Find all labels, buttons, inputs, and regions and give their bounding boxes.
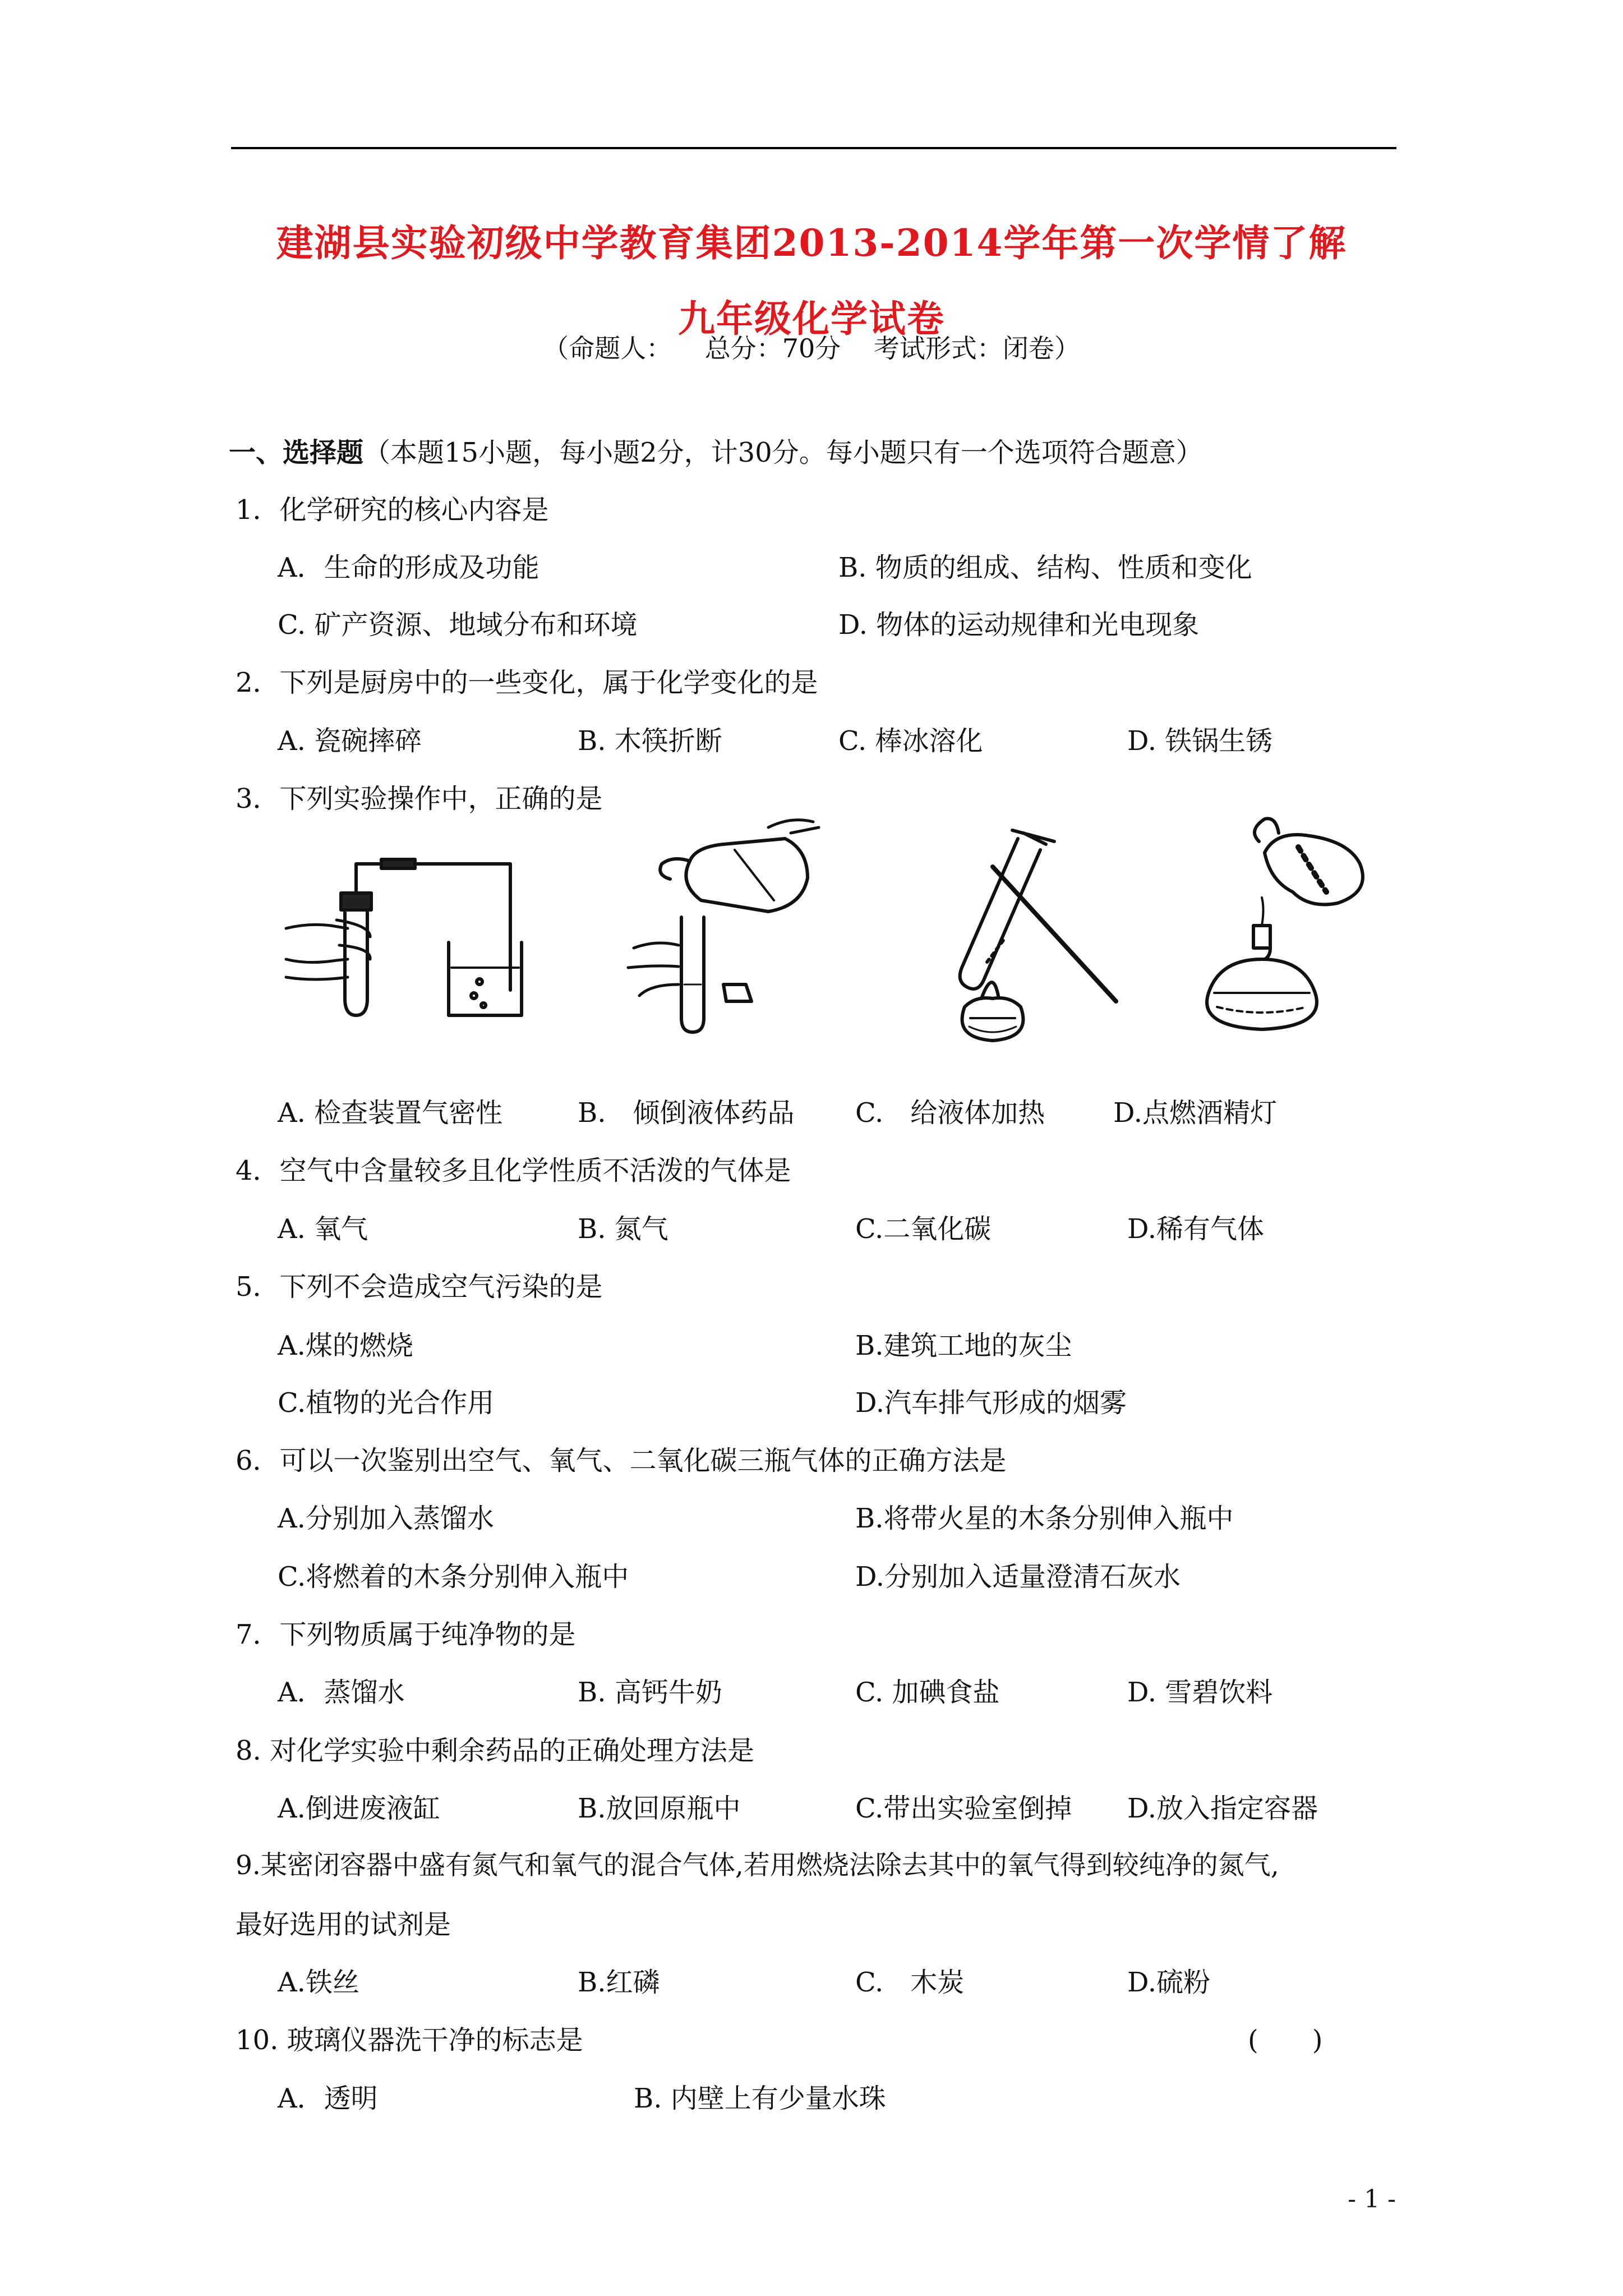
q10-option-b: B. 内壁上有少量水珠	[634, 2083, 886, 2114]
exam-meta	[0, 328, 1623, 365]
q6-option-c: C.将燃着的木条分别伸入瓶中	[278, 1561, 629, 1593]
q10-option-a: A．透明	[278, 2083, 378, 2114]
q7-option-c: C. 加碘食盐	[855, 1677, 1000, 1708]
q5-option-d: D.汽车排气形成的烟雾	[855, 1387, 1127, 1419]
q5-stem: 5．下列不会造成空气污染的是	[236, 1271, 603, 1303]
q2-option-c: C. 棒冰溶化	[838, 725, 983, 757]
exam-title: 建湖县实验初级中学教育集团2013-2014学年第一次学情了解	[276, 221, 1347, 265]
meta-form: 考试形式：闭卷）	[873, 333, 1080, 364]
meta-author: （命题人：	[543, 333, 672, 364]
q3-option-d: D.点燃酒精灯	[1113, 1097, 1278, 1129]
section-note: （本题15小题，每小题2分，计30分。每小题只有一个选项符合题意）	[363, 437, 1203, 468]
q9-stem-line1: 9.某密闭容器中盛有氮气和氧气的混合气体,若用燃烧法除去其中的氧气得到较纯净的氮气,	[236, 1850, 1279, 1881]
q5-option-b: B.建筑工地的灰尘	[855, 1330, 1072, 1361]
q7-option-a: A．蒸馏水	[278, 1677, 405, 1708]
q10-answer-bracket: ( )	[1248, 2024, 1323, 2056]
q5-option-a: A.煤的燃烧	[278, 1330, 413, 1361]
q4-option-d: D.稀有气体	[1127, 1213, 1265, 1245]
q9-option-c: C. 木炭	[855, 1967, 965, 1998]
q1-option-a: A．生命的形成及功能	[278, 552, 540, 583]
q8-option-c: C.带出实验室倒掉	[855, 1793, 1072, 1824]
q7-stem: 7．下列物质属于纯净物的是	[236, 1619, 576, 1650]
q8-option-d: D.放入指定容器	[1127, 1793, 1318, 1824]
q6-option-a: A.分别加入蒸馏水	[278, 1503, 494, 1534]
header-rule	[231, 147, 1396, 149]
q1-option-c: C. 矿产资源、地域分布和环境	[278, 609, 638, 641]
q4-option-c: C.二氧化碳	[855, 1213, 992, 1245]
q7-option-d: D. 雪碧饮料	[1127, 1677, 1273, 1708]
q9-option-b: B.红磷	[578, 1967, 660, 1998]
q6-option-d: D.分别加入适量澄清石灰水	[855, 1561, 1181, 1593]
q4-option-a: A. 氧气	[278, 1213, 368, 1245]
section-heading	[229, 431, 1203, 470]
q6-option-b: B.将带火星的木条分别伸入瓶中	[855, 1503, 1234, 1534]
q1-option-b: B. 物质的组成、结构、性质和变化	[838, 552, 1252, 583]
q2-option-b: B. 木筷折断	[578, 725, 722, 757]
q5-option-c: C.植物的光合作用	[278, 1387, 495, 1419]
figure-pouring-liquid	[623, 816, 824, 1041]
q6-stem: 6．可以一次鉴别出空气、氧气、二氧化碳三瓶气体的正确方法是	[236, 1445, 1007, 1476]
section-title: 一、选择题	[229, 437, 364, 468]
q2-stem: 2．下列是厨房中的一些变化，属于化学变化的是	[236, 667, 818, 698]
q3-stem: 3．下列实验操作中，正确的是	[236, 783, 603, 815]
meta-total: 总分：70分	[704, 333, 841, 364]
q3-option-b: B. 倾倒液体药品	[578, 1097, 795, 1129]
q3-option-a: A. 检查装置气密性	[278, 1097, 503, 1129]
q8-option-a: A.倒进废液缸	[278, 1793, 440, 1824]
q4-option-b: B. 氮气	[578, 1213, 668, 1245]
q3-option-c: C. 给液体加热	[855, 1097, 1045, 1129]
q9-option-d: D.硫粉	[1127, 1967, 1211, 1998]
q4-stem: 4．空气中含量较多且化学性质不活泼的气体是	[236, 1155, 791, 1186]
q9-option-a: A.铁丝	[278, 1967, 359, 1998]
q8-option-b: B.放回原瓶中	[578, 1793, 741, 1824]
q9-stem-line2: 最好选用的试剂是	[236, 1909, 451, 1940]
figure-heating-liquid	[897, 816, 1133, 1052]
q2-option-d: D. 铁锅生锈	[1127, 725, 1273, 757]
figure-lighting-lamp	[1186, 808, 1388, 1032]
q7-option-b: B. 高钙牛奶	[578, 1677, 722, 1708]
page-number: - 1 -	[1348, 2185, 1396, 2214]
exam-subtitle: 九年级化学试卷	[678, 297, 945, 341]
q8-stem: 8. 对化学实验中剩余药品的正确处理方法是	[236, 1735, 755, 1766]
q1-option-d: D. 物体的运动规律和光电现象	[838, 609, 1200, 641]
q10-stem: 10. 玻璃仪器洗干净的标志是	[236, 2024, 583, 2056]
figure-airtightness-check	[286, 830, 522, 1032]
q1-stem: 1．化学研究的核心内容是	[236, 494, 549, 526]
q2-option-a: A. 瓷碗摔碎	[278, 725, 422, 757]
